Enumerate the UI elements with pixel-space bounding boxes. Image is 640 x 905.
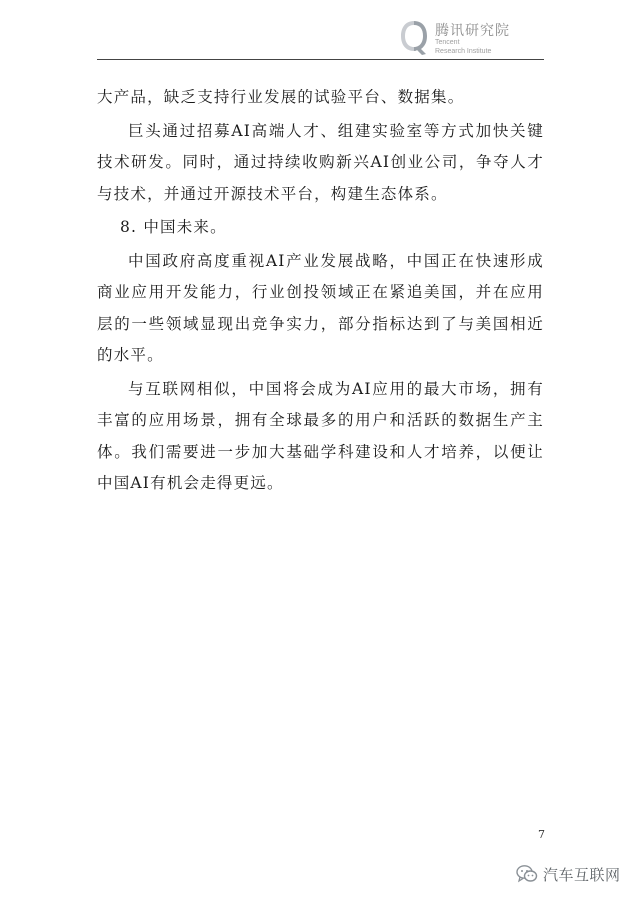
page-number: 7 <box>538 828 545 841</box>
paragraph-giants: 巨头通过招募AI高端人才、组建实验室等方式加快关键技术研发。同时，通过持续收购新兴AI创业公司，争夺人才与技术，并通过开源技术平台，构建生态体系。 <box>97 121 544 203</box>
wechat-icon <box>516 864 538 884</box>
body-text <box>97 82 544 500</box>
paragraph-continuation: 大产品，缺乏支持行业发展的试验平台、数据集。 <box>97 88 465 106</box>
tencent-research-logo <box>399 18 534 58</box>
logo-name-en-line1: Tencent <box>435 39 460 46</box>
logo-name-en <box>435 38 491 56</box>
logo-mark-icon <box>399 18 429 56</box>
page-header <box>97 18 544 60</box>
paragraph-china-market: 与互联网相似，中国将会成为AI应用的最大市场，拥有丰富的应用场景，拥有全球最多的用户和活跃的数据生产主体。我们需要进一步加大基础学科建设和人才培养，以便让中国AI有机会走得更远。 <box>97 379 544 492</box>
watermark <box>516 863 621 885</box>
paragraph-china-government: 中国政府高度重视AI产业发展战略，中国正在快速形成商业应用开发能力，行业创投领域正在紧追美国，并在应用层的一些领域显现出竞争实力，部分指标达到了与美国相近的水平。 <box>97 251 544 364</box>
logo-name-cn: 腾讯研究院 <box>435 23 510 39</box>
section-heading-china-future: 8. 中国未来。 <box>120 218 227 236</box>
logo-name-en-line2: Research Institute <box>435 48 492 55</box>
watermark-text: 汽车互联网 <box>543 865 621 884</box>
header-divider <box>97 59 544 60</box>
